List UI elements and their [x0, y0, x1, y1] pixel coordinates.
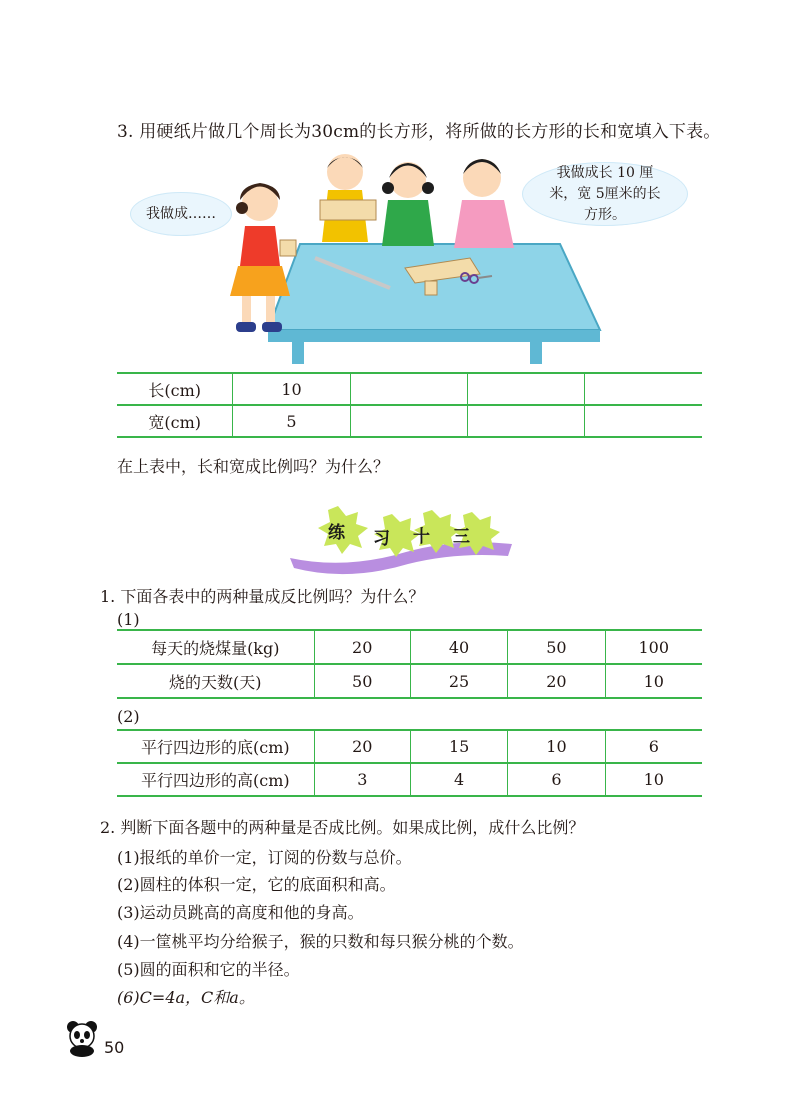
rectangle-dimensions-table: [117, 372, 702, 438]
list-item: (6)C=4a，C和a。: [117, 988, 255, 1007]
question-3-prompt: 在上表中，长和宽成比例吗？为什么？: [117, 457, 390, 476]
table-cell: [467, 373, 584, 405]
section-char-4: 三: [453, 527, 470, 547]
table-row: [117, 730, 702, 763]
table-row: [117, 664, 702, 698]
list-item: (1)报纸的单价一定，订阅的份数与总价。: [117, 848, 412, 867]
table-cell: 15: [410, 730, 507, 763]
table-row: [117, 373, 702, 405]
speech-bubble-right: [522, 162, 688, 226]
section-header-banner: [286, 500, 516, 580]
table-cell: 10: [508, 730, 605, 763]
table-cell: 20: [314, 730, 410, 763]
table-row: [117, 405, 702, 437]
table-cell: 40: [410, 630, 507, 664]
table-cell: 6: [508, 763, 605, 796]
table-cell: 50: [314, 664, 410, 698]
table-cell: 50: [508, 630, 605, 664]
exercise-2-title: 2. 判断下面各题中的两种量是否成比例。如果成比例，成什么比例？: [100, 818, 585, 837]
exercise-1-part-1-label: (1): [117, 610, 140, 629]
row-label: 宽(cm): [117, 405, 233, 437]
list-item: (5)圆的面积和它的半径。: [117, 960, 300, 979]
page-number: 50: [104, 1038, 125, 1057]
table-cell: 20: [314, 630, 410, 664]
row-label: 烧的天数(天): [117, 664, 314, 698]
table-cell: 10: [605, 664, 702, 698]
exercise-1-title: 1. 下面各表中的两种量成反比例吗？为什么？: [100, 587, 425, 606]
list-item: (4)一筐桃平均分给猴子，猴的只数和每只猴分桃的个数。: [117, 932, 524, 951]
speech-bubble-left: [130, 192, 232, 236]
table-cell: 3: [314, 763, 410, 796]
section-char-3: 十: [413, 527, 430, 547]
table-row: [117, 630, 702, 664]
row-label: 长(cm): [117, 373, 233, 405]
bubble-left-text: 我做成……: [146, 205, 216, 222]
exercise-1-part-2-label: (2): [117, 707, 140, 726]
table-cell: [584, 405, 702, 437]
table-cell: 20: [508, 664, 605, 698]
table-cell: 10: [605, 763, 702, 796]
table-cell: [467, 405, 584, 437]
coal-consumption-table: [117, 629, 702, 699]
table-row: [117, 763, 702, 796]
row-label: 每天的烧煤量(kg): [117, 630, 314, 664]
parallelogram-table: [117, 729, 702, 797]
table-cell: 25: [410, 664, 507, 698]
section-char-2: 习: [373, 529, 390, 549]
section-char-1: 练: [328, 523, 345, 543]
question-3-title: 3. 用硬纸片做几个周长为30cm的长方形，将所做的长方形的长和宽填入下表。: [117, 122, 721, 142]
list-item: (3)运动员跳高的高度和他的身高。: [117, 903, 364, 922]
row-label: 平行四边形的底(cm): [117, 730, 314, 763]
row-label: 平行四边形的高(cm): [117, 763, 314, 796]
table-cell: [350, 373, 467, 405]
bubble-right-text: 我做成长 10 厘米，宽 5厘米的长方形。: [549, 164, 661, 223]
table-cell: 6: [605, 730, 702, 763]
table-cell: [350, 405, 467, 437]
table-cell: 10: [233, 373, 350, 405]
table-cell: 100: [605, 630, 702, 664]
panda-icon: [62, 1018, 102, 1058]
list-item: (2)圆柱的体积一定，它的底面积和高。: [117, 875, 396, 894]
table-cell: [584, 373, 702, 405]
table-cell: 5: [233, 405, 350, 437]
table-cell: 4: [410, 763, 507, 796]
